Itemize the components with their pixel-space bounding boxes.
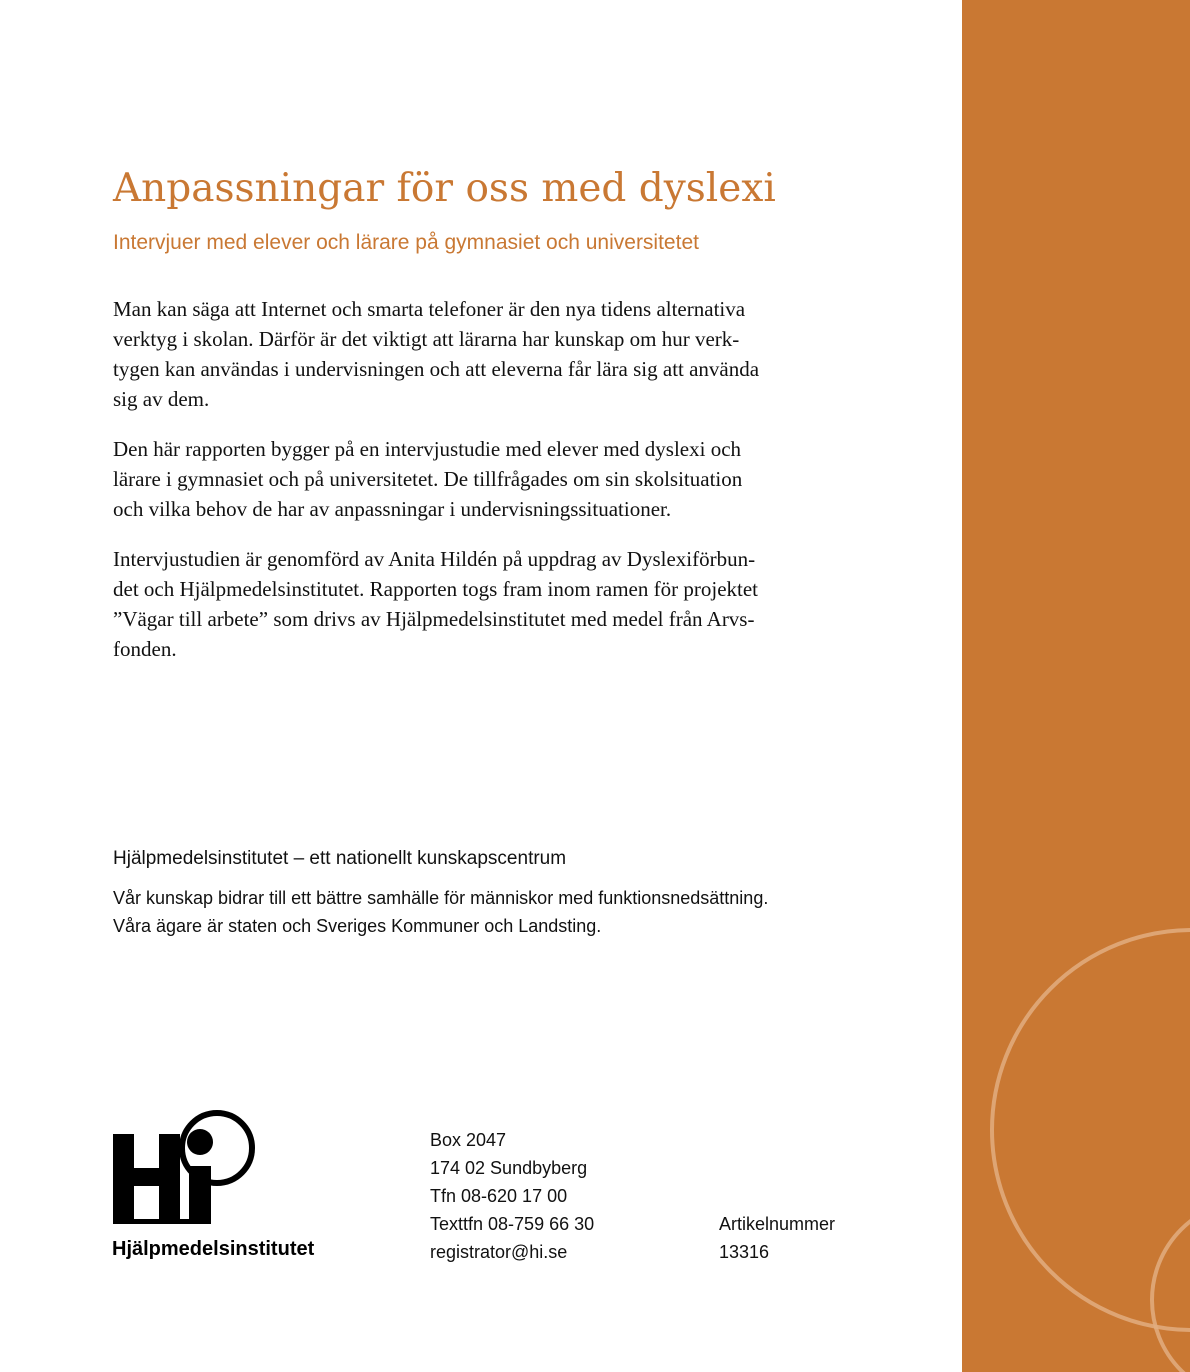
about-text	[113, 884, 893, 940]
article-number: 13316	[719, 1242, 770, 1262]
text-line: verktyg i skolan. Därför är det viktigt att lärarna har kunskap om hur verk-	[113, 327, 740, 351]
hi-logo-icon	[112, 1100, 262, 1230]
article-number-block	[719, 1210, 835, 1266]
text-line: ”Vägar till arbete” som drivs av Hjälpmedelsinstitutet med medel från Arvs-	[113, 607, 755, 631]
text-line: tygen kan användas i undervisningen och att eleverna får lära sig att använda	[113, 357, 760, 381]
page-subtitle: Intervjuer med elever och lärare på gymnasiet och universitetet	[113, 231, 699, 254]
contact-email: registrator@hi.se	[430, 1242, 568, 1262]
paragraph	[113, 294, 858, 414]
contact-postal: 174 02 Sundbyberg	[430, 1158, 588, 1178]
contact-box: Box 2047	[430, 1130, 507, 1150]
decorative-circles-icon	[962, 0, 1190, 1372]
body-text	[113, 294, 858, 684]
about-heading: Hjälpmedelsinstitutet – ett nationellt kunskapscentrum	[113, 848, 567, 869]
text-line: lärare i gymnasiet och på universitetet. De tillfrågades om sin skolsituation	[113, 467, 743, 491]
contact-phone: Tfn 08-620 17 00	[430, 1186, 568, 1206]
text-line: det och Hjälpmedelsinstitutet. Rapporten togs fram inom ramen för projektet	[113, 577, 759, 601]
article-label: Artikelnummer	[719, 1214, 836, 1234]
logo-wordmark: Hjälpmedelsinstitutet	[112, 1238, 315, 1260]
about-section	[113, 845, 893, 940]
decorative-side-band	[962, 0, 1190, 1372]
page-title: Anpassningar för oss med dyslexi	[113, 166, 776, 211]
about-line: Våra ägare är staten och Sveriges Kommuner och Landsting.	[113, 916, 602, 936]
text-line: Intervjustudien är genomförd av Anita Hildén på uppdrag av Dyslexiförbun-	[113, 547, 756, 571]
about-line: Vår kunskap bidrar till ett bättre samhälle för människor med funktionsnedsättning.	[113, 888, 769, 908]
text-line: sig av dem.	[113, 387, 210, 411]
paragraph	[113, 434, 858, 524]
contact-info	[430, 1126, 594, 1266]
text-line: Den här rapporten bygger på en intervjustudie med elever med dyslexi och	[113, 437, 742, 461]
contact-textphone: Texttfn 08-759 66 30	[430, 1214, 595, 1234]
text-line: och vilka behov de har av anpassningar i undervisningssituationer.	[113, 497, 672, 521]
text-line: Man kan säga att Internet och smarta telefoner är den nya tidens alternativa	[113, 297, 746, 321]
organization-logo	[112, 1100, 342, 1265]
paragraph	[113, 544, 858, 664]
text-line: fonden.	[113, 637, 177, 661]
